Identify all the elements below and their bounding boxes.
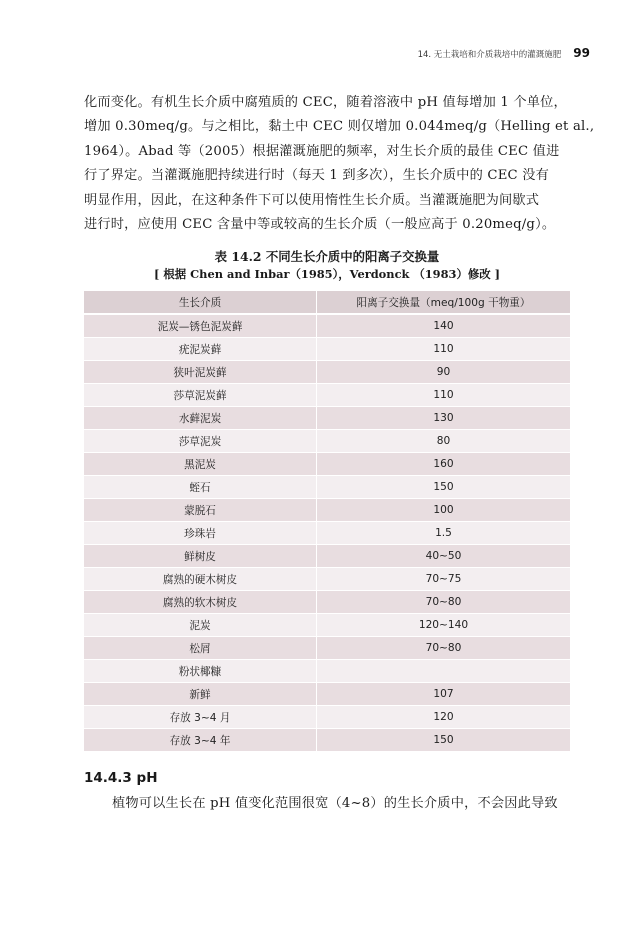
medium-cell: 存放 3~4 月 bbox=[84, 706, 317, 728]
paragraph-line: 1964）。Abad 等（2005）根据灌溉施肥的频率，对生长介质的最佳 CEC 值进 bbox=[84, 143, 560, 159]
cec-value-cell: 100 bbox=[317, 499, 570, 521]
table-row bbox=[84, 706, 570, 728]
table-row bbox=[84, 315, 570, 337]
table-row bbox=[84, 522, 570, 544]
table-header-row bbox=[84, 291, 570, 314]
table-row bbox=[84, 729, 570, 751]
cec-value-cell: 160 bbox=[317, 453, 570, 475]
medium-cell: 黑泥炭 bbox=[84, 453, 317, 475]
paragraph-line: 植物可以生长在 pH 值变化范围很宽（4~8）的生长介质中，不会因此导致 bbox=[112, 796, 558, 811]
column-header-medium: 生长介质 bbox=[84, 291, 317, 314]
paragraph-line: 增加 0.30meq/g。与之相比，黏土中 CEC 则仅增加 0.044meq/g（Helling et al., bbox=[84, 119, 595, 135]
medium-cell: 泥炭 bbox=[84, 614, 317, 636]
table-body bbox=[84, 315, 570, 751]
table-row bbox=[84, 614, 570, 636]
table-row bbox=[84, 361, 570, 383]
cec-value-cell: 140 bbox=[317, 315, 570, 337]
table-row bbox=[84, 384, 570, 406]
medium-cell: 狭叶泥炭藓 bbox=[84, 361, 317, 383]
cec-value-cell: 120 bbox=[317, 706, 570, 728]
cec-value-cell: 80 bbox=[317, 430, 570, 452]
medium-cell: 莎草泥炭 bbox=[84, 430, 317, 452]
table-subtitle: [ 根据 Chen and Inbar（1985），Verdonck （1983）修改 ] bbox=[154, 267, 500, 281]
cec-value-cell: 40~50 bbox=[317, 545, 570, 567]
table-row bbox=[84, 499, 570, 521]
cec-value-cell: 107 bbox=[317, 683, 570, 705]
medium-cell: 鲜树皮 bbox=[84, 545, 317, 567]
table-row bbox=[84, 545, 570, 567]
medium-cell: 蒙脱石 bbox=[84, 499, 317, 521]
paragraph-line: 化而变化。有机生长介质中腐殖质的 CEC，随着溶液中 pH 值每增加 1 个单位， bbox=[84, 95, 567, 110]
medium-cell: 腐熟的软木树皮 bbox=[84, 591, 317, 613]
medium-cell: 存放 3~4 年 bbox=[84, 729, 317, 751]
paragraph-line: 行了界定。当灌溉施肥持续进行时（每天 1 到多次），生长介质中的 CEC 没有 bbox=[84, 168, 549, 184]
cec-value-cell: 120~140 bbox=[317, 614, 570, 636]
medium-cell: 珍珠岩 bbox=[84, 522, 317, 544]
cec-value-cell: 70~80 bbox=[317, 591, 570, 613]
table-row bbox=[84, 637, 570, 659]
cec-value-cell bbox=[317, 660, 570, 682]
cec-value-cell: 1.5 bbox=[317, 522, 570, 544]
table-row bbox=[84, 660, 570, 682]
cec-value-cell: 70~75 bbox=[317, 568, 570, 590]
table-row bbox=[84, 430, 570, 452]
medium-cell: 疣泥炭藓 bbox=[84, 338, 317, 360]
cec-value-cell: 110 bbox=[317, 384, 570, 406]
cec-value-cell: 70~80 bbox=[317, 637, 570, 659]
medium-cell: 泥炭—锈色泥炭藓 bbox=[84, 315, 317, 337]
cec-value-cell: 150 bbox=[317, 729, 570, 751]
paragraph-line: 进行时，应使用 CEC 含量中等或较高的生长介质（一般应高于 0.20meq/g）。 bbox=[84, 217, 556, 233]
medium-cell: 松屑 bbox=[84, 637, 317, 659]
medium-cell: 腐熟的硬木树皮 bbox=[84, 568, 317, 590]
medium-cell: 新鲜 bbox=[84, 683, 317, 705]
medium-cell: 莎草泥炭藓 bbox=[84, 384, 317, 406]
cec-value-cell: 90 bbox=[317, 361, 570, 383]
page-number: 99 bbox=[573, 46, 590, 60]
medium-cell: 粉状椰糠 bbox=[84, 660, 317, 682]
table-row bbox=[84, 476, 570, 498]
table-row bbox=[84, 568, 570, 590]
paragraph-line: 明显作用，因此，在这种条件下可以使用惰性生长介质。当灌溉施肥为间歇式 bbox=[84, 192, 540, 208]
table-row bbox=[84, 683, 570, 705]
cec-table bbox=[84, 290, 570, 752]
table-row bbox=[84, 407, 570, 429]
table-title: 表 14.2 不同生长介质中的阳离子交换量 bbox=[214, 249, 440, 264]
running-title: 14. 无土栽培和介质栽培中的灌溉施肥 bbox=[417, 50, 562, 60]
medium-cell: 水藓泥炭 bbox=[84, 407, 317, 429]
table-row bbox=[84, 453, 570, 475]
cec-value-cell: 150 bbox=[317, 476, 570, 498]
table-row bbox=[84, 591, 570, 613]
body-paragraph bbox=[84, 91, 595, 237]
cec-value-cell: 110 bbox=[317, 338, 570, 360]
column-header-cec: 阳离子交换量（meq/100g 干物重） bbox=[317, 291, 570, 314]
table-row bbox=[84, 338, 570, 360]
running-header bbox=[418, 46, 590, 60]
section-heading: 14.4.3 pH bbox=[84, 770, 158, 786]
cec-value-cell: 130 bbox=[317, 407, 570, 429]
medium-cell: 蛭石 bbox=[84, 476, 317, 498]
